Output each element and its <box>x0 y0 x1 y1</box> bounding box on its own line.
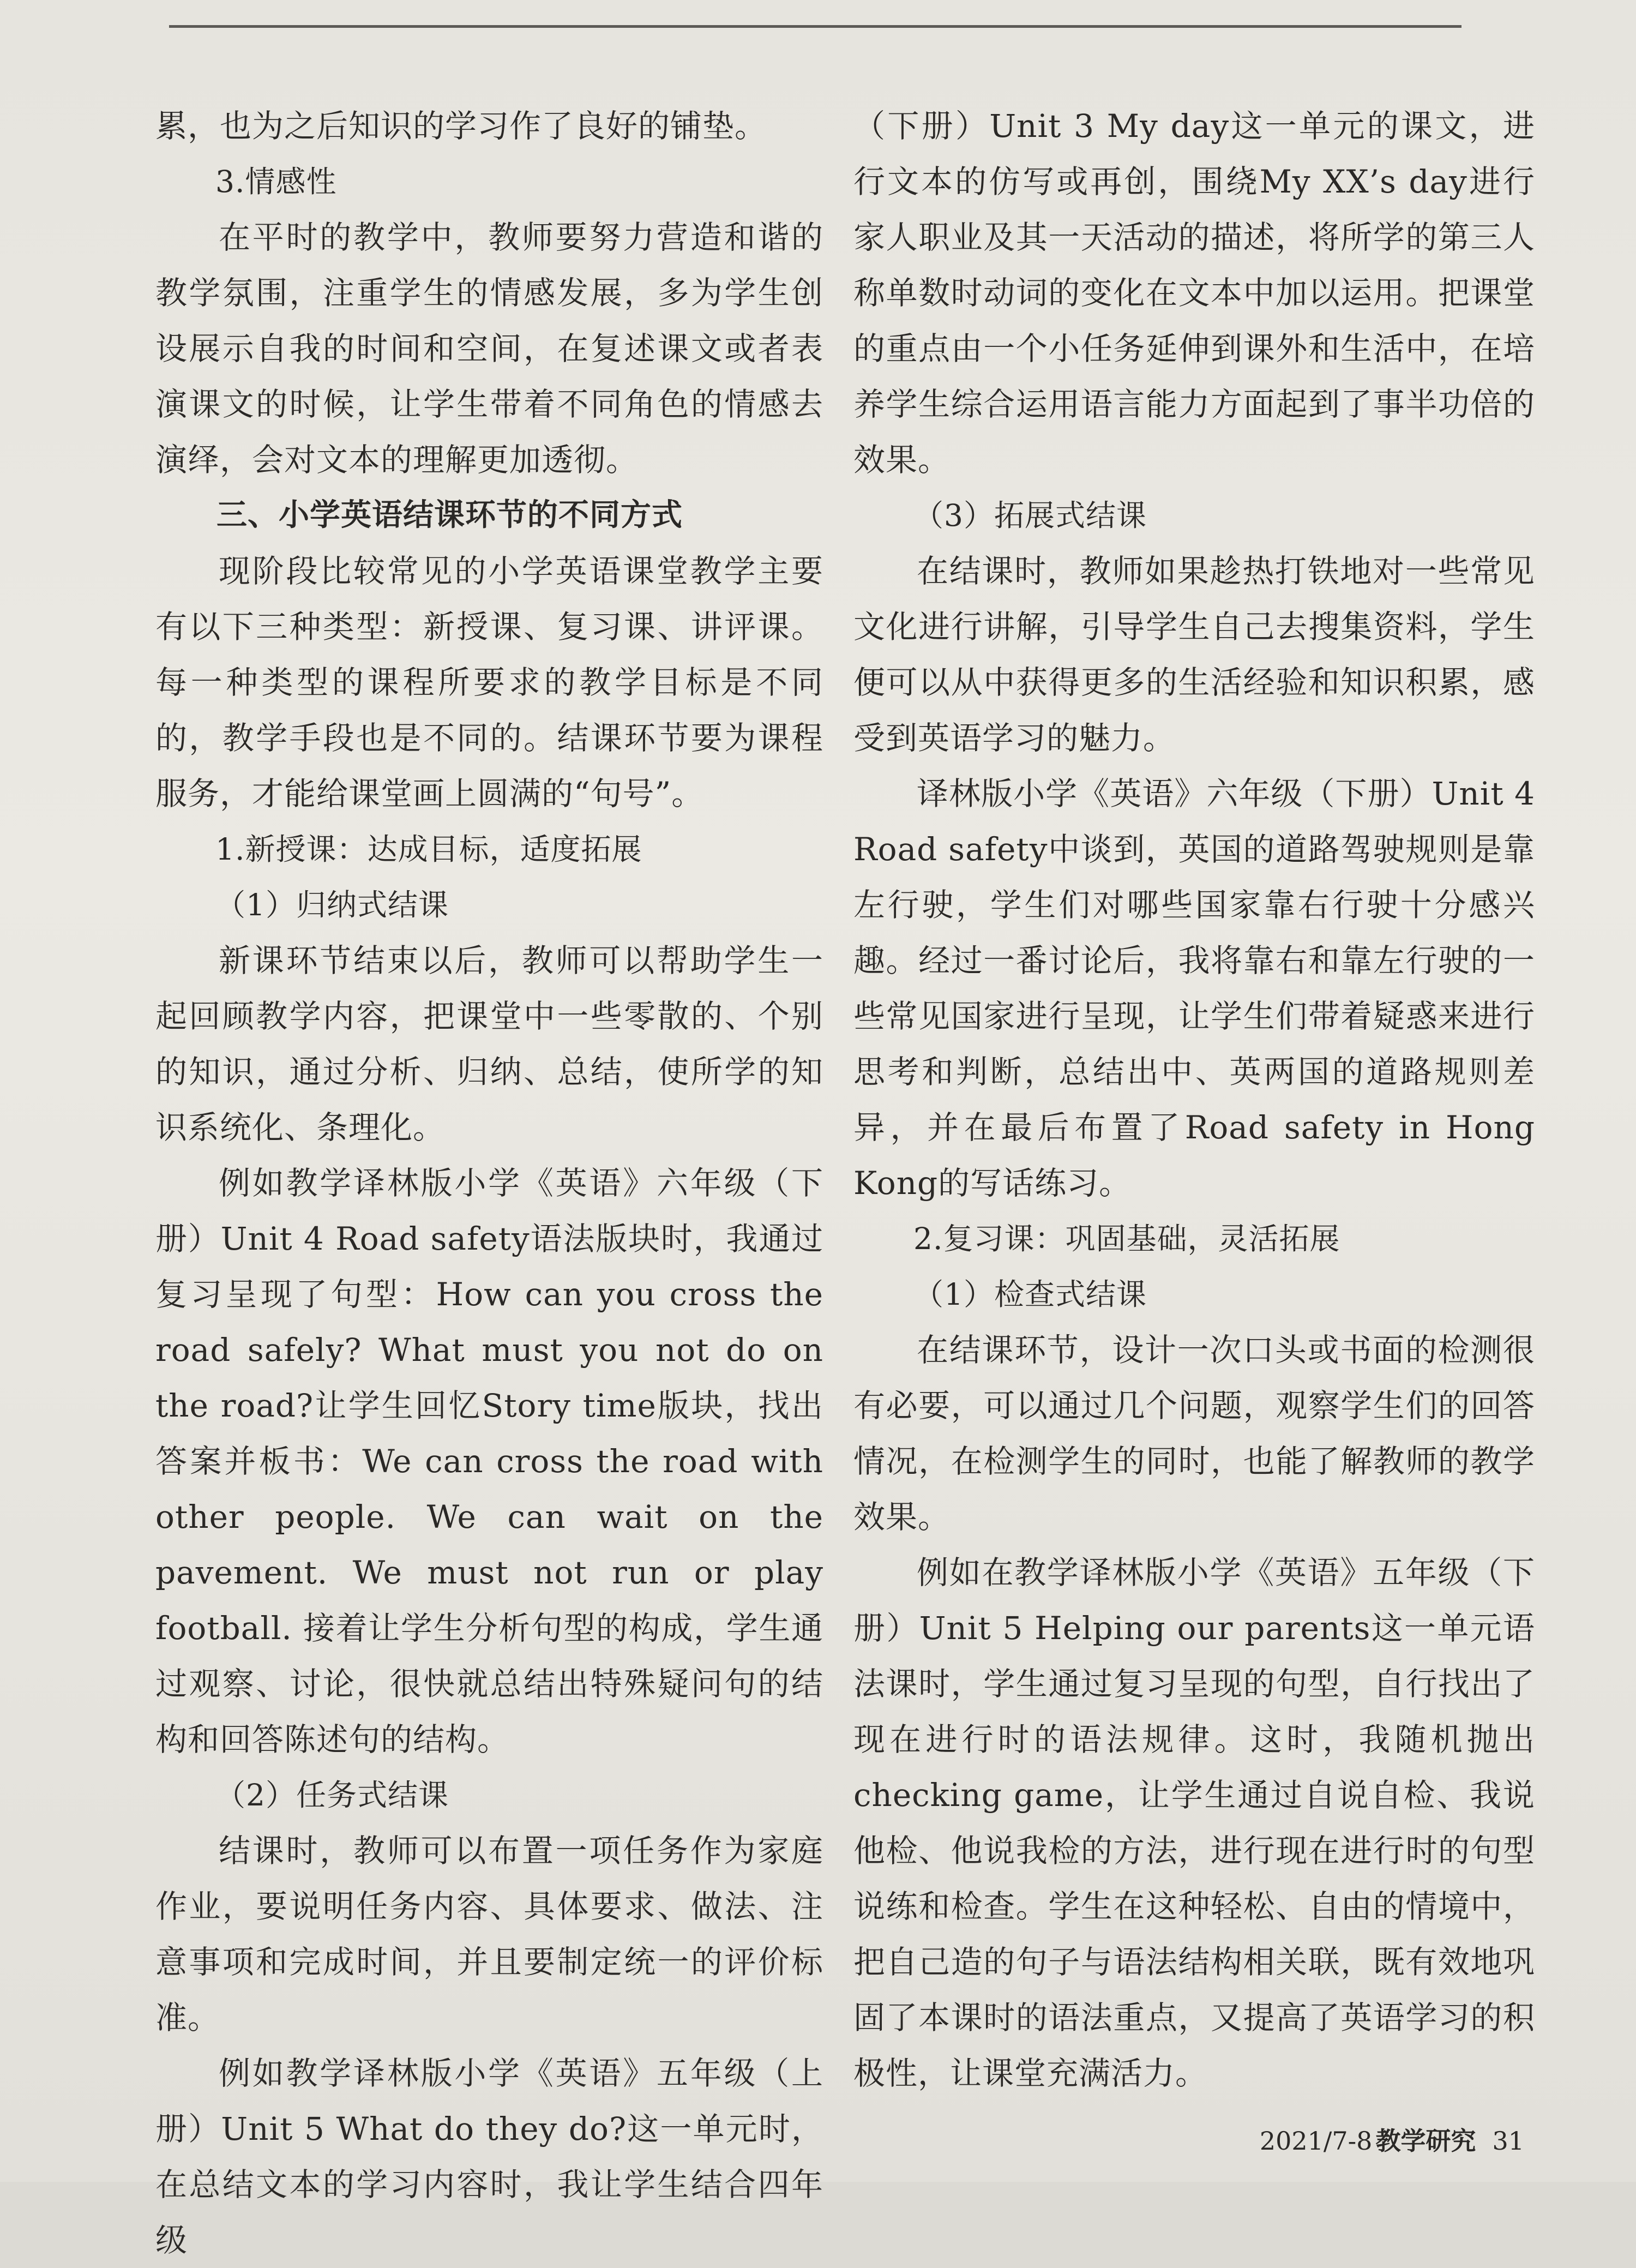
paragraph: 译林版小学《英语》六年级（下册）Unit 4 Road safety中谈到，英国的道路驾驶规则是靠左行驶，学生们对哪些国家靠右行驶十分感兴趣。经过一番讨论后，我将靠右和靠左行驶的一些常见国家进行呈现，让学生们带着疑惑来进行思考和判断，总结出中、英两国的道路规则差异，并在最后布置了Road safety in Hong Kong的写话练习。 <box>853 775 1535 1202</box>
paragraph: 例如在教学译林版小学《英语》五年级（下册）Unit 5 Helping our parents这一单元语法课时，学生通过复习呈现的句型，自行找出了现在进行时的语法规律。这时，我随机抛出checking game，让学生通过自说自检、我说他检、他说我检的方法，进行现在进行时的句型说练和检查。学生在这种轻松、自由的情境中，把自己造的句子与语法结构相关联，既有效地巩固了本课时的语法重点，又提高了英语学习的积极性，让课堂充满活力。 <box>853 1554 1535 2092</box>
page-footer <box>1260 2125 1524 2157</box>
issue-date: 2021/7-8 <box>1259 2126 1373 2156</box>
paragraph: 在平时的教学中，教师要努力营造和谐的教学氛围，注重学生的情感发展，多为学生创设展示自我的时间和空间，在复述课文或者表演课文的时候，让学生带着不同角色的情感去演绎，会对文本的理解更加透彻。 <box>155 219 823 478</box>
page-number: 31 <box>1492 2126 1524 2156</box>
subsection-heading: （1）检查式结课 <box>913 1277 1147 1312</box>
left-column <box>155 98 823 2268</box>
journal-name: 教学研究 <box>1375 2126 1476 2156</box>
subsection-heading: 2.复习课：巩固基础，灵活拓展 <box>913 1221 1340 1256</box>
paragraph: 新课环节结束以后，教师可以帮助学生一起回顾教学内容，把课堂中一些零散的、个别的知识，通过分析、归纳、总结，使所学的知识系统化、条理化。 <box>155 942 823 1146</box>
right-column <box>853 98 1535 2101</box>
header-rule <box>169 25 1461 28</box>
paragraph: 现阶段比较常见的小学英语课堂教学主要有以下三种类型：新授课、复习课、讲评课。每一种类型的课程所要求的教学目标是不同的，教学手段也是不同的。结课环节要为课程服务，才能给课堂画上圆满的“句号”。 <box>155 553 823 812</box>
paragraph-continuation: （下册）Unit 3 My day这一单元的课文，进行文本的仿写或再创，围绕My XX’s day进行家人职业及其一天活动的描述，将所学的第三人称单数时动词的变化在文本中加以运用。把课堂的重点由一个小任务延伸到课外和生活中，在培养学生综合运用语言能力方面起到了事半功倍的效果。 <box>853 107 1535 478</box>
paragraph: 例如教学译林版小学《英语》五年级（上册）Unit 5 What do they do?这一单元时，在总结文本的学习内容时，我让学生结合四年级 <box>155 2055 823 2259</box>
section-heading: 三、小学英语结课环节的不同方式 <box>216 497 683 533</box>
paragraph: 在结课时，教师如果趁热打铁地对一些常见文化进行讲解，引导学生自己去搜集资料，学生便可以从中获得更多的生活经验和知识积累，感受到英语学习的魅力。 <box>853 553 1535 757</box>
subsection-heading: （3）拓展式结课 <box>913 498 1147 533</box>
subsection-heading: （2）任务式结课 <box>215 1778 449 1813</box>
paragraph: 结课时，教师可以布置一项任务作为家庭作业，要说明任务内容、具体要求、做法、注意事项和完成时间，并且要制定统一的评价标准。 <box>155 1832 823 2036</box>
subsection-heading: 1.新授课：达成目标，适度拓展 <box>215 832 642 867</box>
paragraph-continuation: 累，也为之后知识的学习作了良好的铺垫。 <box>155 107 767 145</box>
subsection-heading: （1）归纳式结课 <box>215 887 449 922</box>
subsection-heading: 3.情感性 <box>215 164 337 199</box>
paragraph: 在结课环节，设计一次口头或书面的检测很有必要，可以通过几个问题，观察学生们的回答情况，在检测学生的同时，也能了解教师的教学效果。 <box>853 1331 1535 1535</box>
paragraph: 例如教学译林版小学《英语》六年级（下册）Unit 4 Road safety语法版块时，我通过复习呈现了句型：How can you cross the road safely? What must you not do on the road?让学生回忆Story time版块，找出答案并板书：We can cross the road with other people. We can wait on the pavement. We must not run or play football. 接着让学生分析句型的构成，学生通过观察、讨论，很快就总结出特殊疑问句的结构和回答陈述句的结构。 <box>155 1165 823 1758</box>
